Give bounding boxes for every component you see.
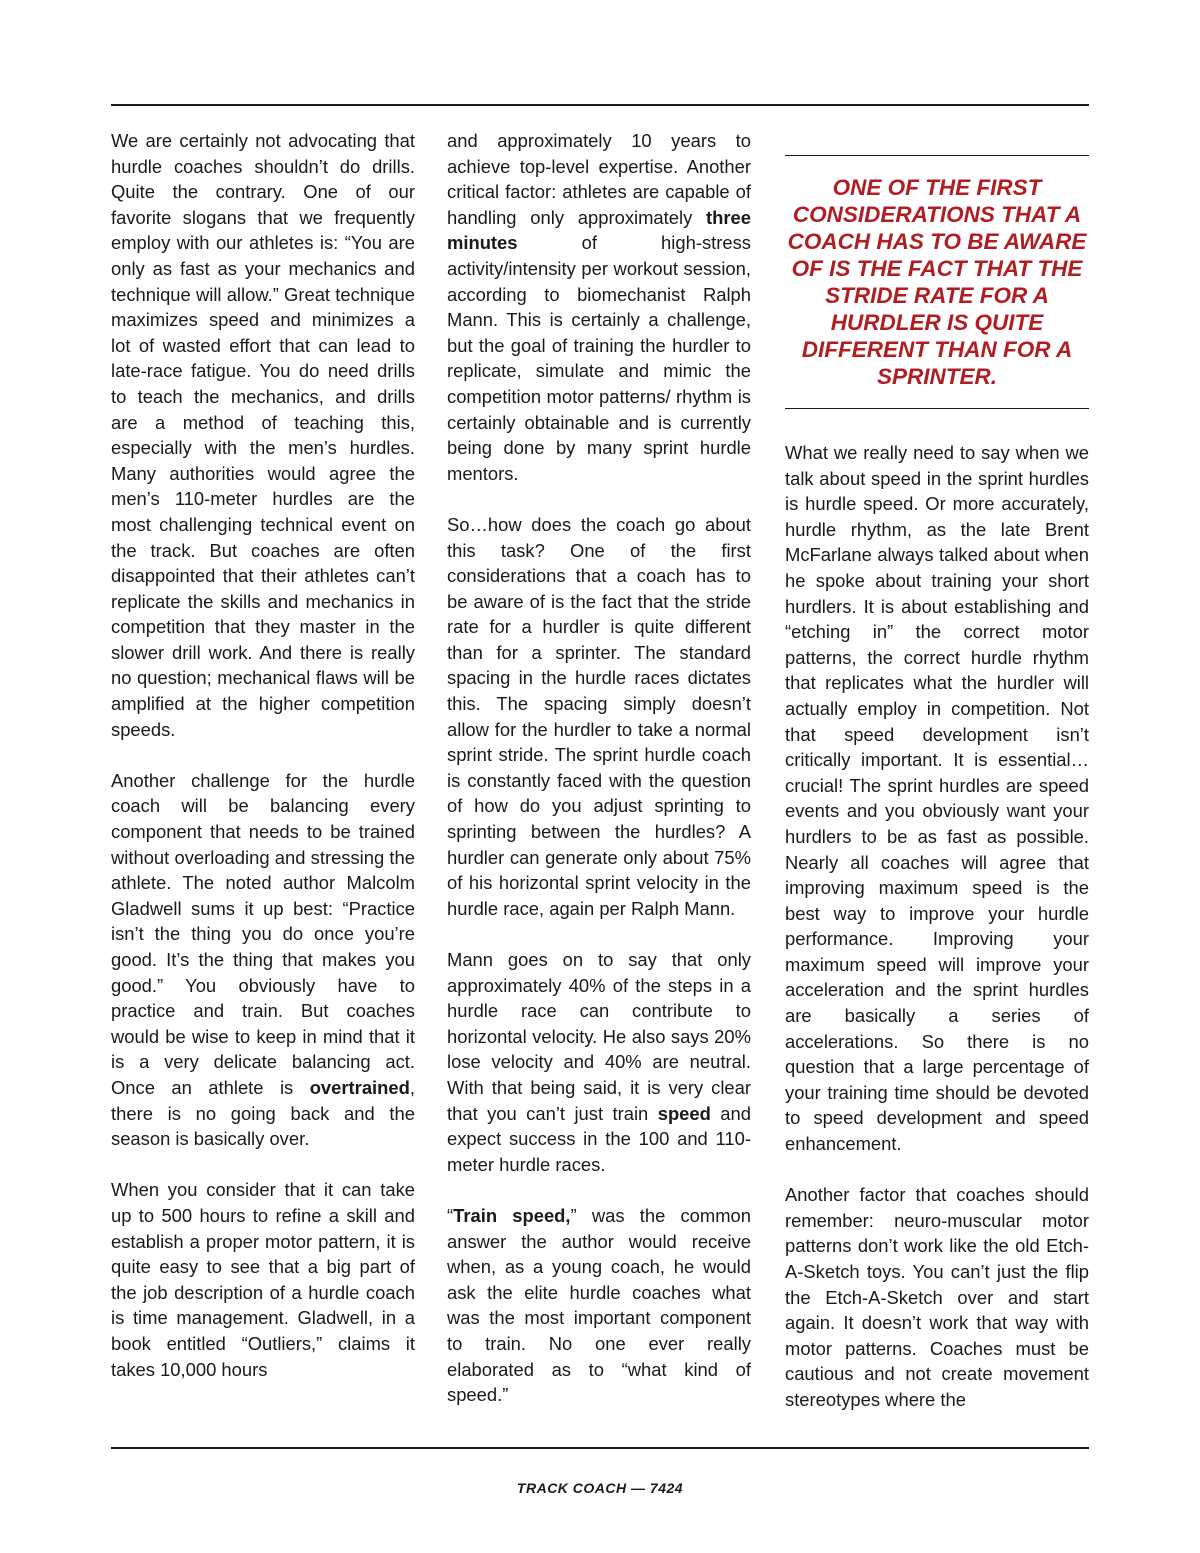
pull-quote [785, 155, 1089, 409]
paragraph: Mann goes on to say that only approximately 40% of the steps in a hurdle race can contribute to horizontal velocity. He also says 20% lose velocity and 40% are neutral. With that being said, it is very clear that you can’t just train speed and expect success in the 100 and 110-meter hurdle races. [447, 949, 751, 1175]
paragraph: When you consider that it can take up to 500 hours to refine a skill and establish a proper motor pattern, it is quite easy to see that a big part of the job description of a hurdle coach is time management. Gladwell, in a book entitled “Outliers,” claims it takes 10,000 hours [111, 1179, 415, 1380]
paragraph: What we really need to say when we talk about speed in the sprint hurdles is hurdle speed. Or more accurately, hurdle rhythm, as the late Brent McFarlane always talked about when he spoke about training your short hurdlers. It is about establishing and “etching in” the correct motor patterns, the correct hurdle rhythm that replicates what the hurdler will actually employ in competition. Not that speed development isn’t critically important. It is essential…crucial! The sprint hurdles are speed events and you obviously want your hurdlers to be as fast as possible. Nearly all coaches will agree that improving maximum speed is the best way to improve your hurdle performance. Improving your maximum speed will improve your acceleration and the sprint hurdles are basically a series of accelerations. So there is no question that a large percentage of your training time should be devoted to speed development and speed enhancement. [785, 442, 1089, 1155]
paragraph: Another challenge for the hurdle coach will be balancing every component that needs to be trained without overloading and stressing the athlete. The noted author Malcolm Gladwell sums it up best: “Practice isn’t the thing you do once you’re good. It’s the thing that makes you good.” You obviously have to practice and train. But coaches would be wise to keep in mind that it is a very delicate balancing act. Once an athlete is overtrained, there is no going back and the season is basically over. [111, 769, 415, 1150]
paragraph: We are certainly not advocating that hurdle coaches shouldn’t do drills. Quite the contrary. One of our favorite slogans that we frequently employ with our athletes is: “You are only as fast as your mechanics and technique will allow.” Great technique maximizes speed and minimizes a lot of wasted effort that can lead to late-race fatigue. You do need drills to teach the mechanics, and drills are a method of teaching this, especially with the men’s hurdles. Many authorities would agree the men’s 110-meter hurdles are the most challenging technical event on the track. But coaches are often disappointed that their athletes can’t replicate the skills and mechanics in competition that they master in the slower drill work. And there is really no question; mechanical flaws will be amplified at the higher competition speeds. [111, 130, 415, 740]
bottom-rule [111, 1447, 1089, 1449]
paragraph: So…how does the coach go about this task? One of the first considerations that a coach has to be aware of is the fact that the stride rate for a hurdler is quite different than for a sprinter. The standard spacing in the hurdle races dictates this. The spacing simply doesn’t allow for the hurdler to take a normal sprint stride. The sprint hurdle coach is constantly faced with the question of how do you adjust sprinting to sprinting between the hurdles? A hurdler can generate only about 75% of his horizontal sprint velocity in the hurdle race, again per Ralph Mann. [447, 513, 751, 919]
emphasis: Train speed, [453, 1204, 571, 1226]
emphasis: speed [657, 1102, 711, 1124]
column-2 [447, 128, 751, 1408]
page-footer: TRACK COACH — 7424 [516, 1480, 684, 1496]
column-1 [111, 128, 415, 1382]
paragraph: Another factor that coaches should remember: neuro-muscular motor patterns don’t work like the old Etch-A-Sketch toys. You can’t just the flip the Etch-A-Sketch over and start again. It doesn’t work that way with motor patterns. Coaches must be cautious and not create movement stereotypes where the [785, 1184, 1089, 1410]
emphasis: three minutes [447, 206, 751, 254]
paragraph: “Train speed,” was the common answer the author would receive when, as a young coach, he would ask the elite hurdle coaches what was the most important component to train. No one ever really elaborated as to “what kind of speed.” [447, 1204, 751, 1406]
paragraph: and approximately 10 years to achieve top-level expertise. Another critical factor: athletes are capable of handling only approximately three minutes of high-stress activity/intensity per workout session, according to biomechanist Ralph Mann. This is certainly a challenge, but the goal of training the hurdler to replicate, simulate and mimic the competition motor patterns/ rhythm is certainly obtainable and is currently being done by many sprint hurdle mentors. [447, 130, 751, 484]
column-3 [785, 440, 1089, 1413]
emphasis: overtrained [309, 1076, 410, 1098]
top-rule [111, 104, 1089, 106]
pull-quote-text: ONE OF THE FIRST CONSIDERATIONS THAT A COACH HAS TO BE AWARE OF IS THE FACT THAT THE STRIDE RATE FOR A HURDLER IS QUITE DIFFERENT THAN FOR A SPRINTER. [787, 175, 1087, 389]
